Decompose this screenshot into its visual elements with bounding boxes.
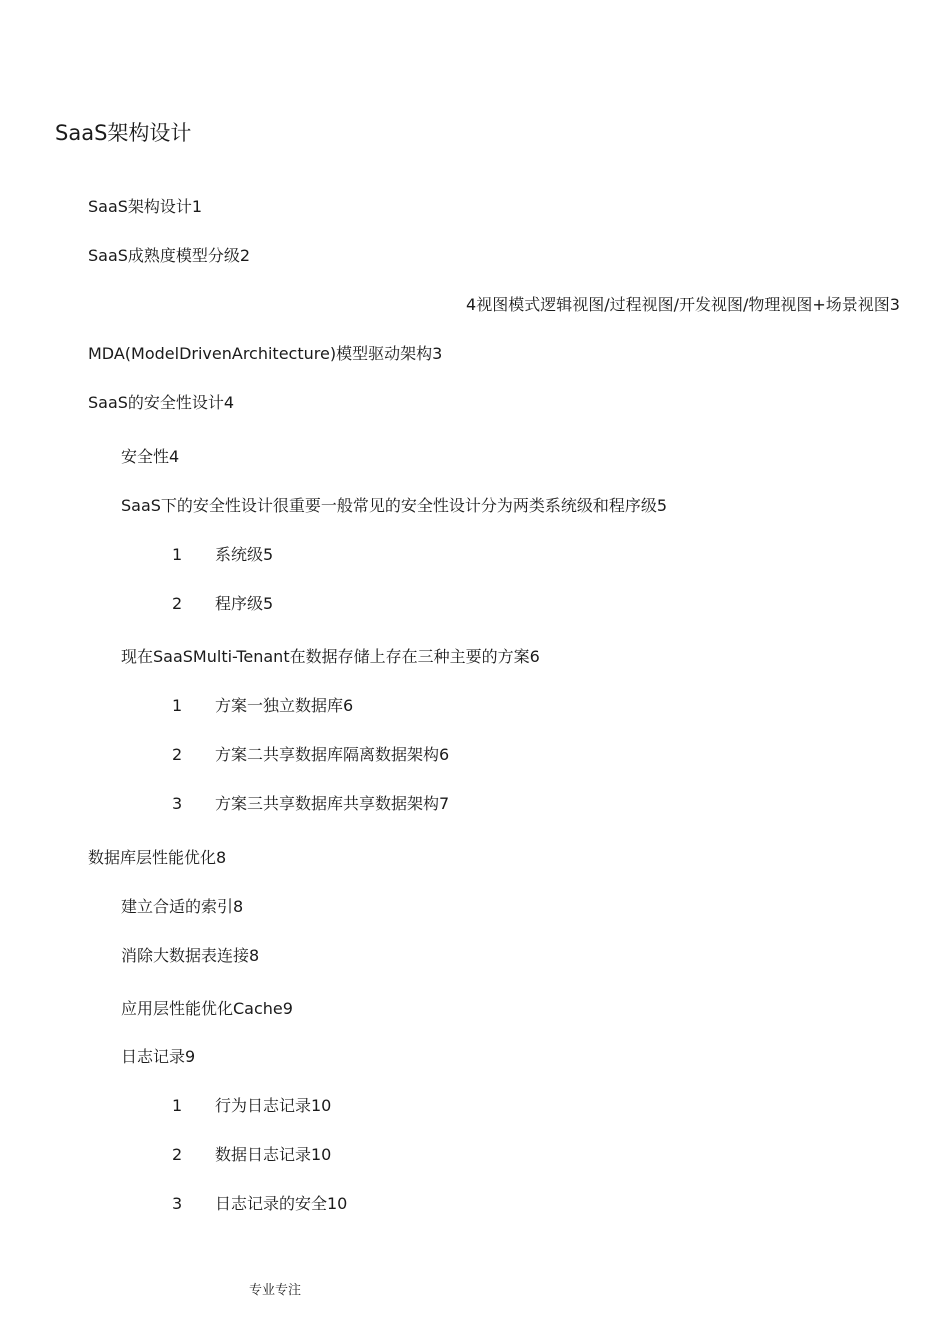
toc-item[interactable]: 日志记录的安全10 [215, 1194, 348, 1213]
toc-item[interactable]: 方案一独立数据库6 [215, 696, 354, 715]
toc-item-number: 2 [172, 1145, 183, 1164]
toc-item[interactable]: 现在SaaSMulti-Tenant在数据存储上存在三种主要的方案6 [121, 647, 540, 666]
toc-item-number: 2 [172, 745, 183, 764]
toc-item[interactable]: SaaS成熟度模型分级2 [88, 246, 251, 265]
toc-item[interactable]: 数据库层性能优化8 [88, 848, 227, 867]
toc-item-number: 3 [172, 794, 183, 813]
toc-item-number: 1 [172, 545, 183, 564]
toc-item[interactable]: 方案二共享数据库隔离数据架构6 [215, 745, 450, 764]
toc-item[interactable]: 应用层性能优化Cache9 [121, 999, 293, 1018]
toc-item[interactable]: MDA(ModelDrivenArchitecture)模型驱动架构3 [88, 344, 443, 363]
toc-item[interactable]: 系统级5 [215, 545, 274, 564]
toc-item[interactable]: 日志记录9 [121, 1047, 196, 1066]
page-title: SaaS架构设计 [55, 121, 192, 145]
toc-item[interactable]: SaaS的安全性设计4 [88, 393, 235, 412]
toc-item-number: 3 [172, 1194, 183, 1213]
toc-item[interactable]: 行为日志记录10 [215, 1096, 332, 1115]
toc-item[interactable]: 程序级5 [215, 594, 274, 613]
toc-item[interactable]: 方案三共享数据库共享数据架构7 [215, 794, 450, 813]
toc-item[interactable]: 消除大数据表连接8 [121, 946, 260, 965]
toc-item[interactable]: SaaS架构设计1 [88, 197, 203, 216]
toc-item-number: 1 [172, 1096, 183, 1115]
toc-item-number: 1 [172, 696, 183, 715]
toc-item[interactable]: SaaS下的安全性设计很重要一般常见的安全性设计分为两类系统级和程序级5 [121, 496, 668, 515]
toc-item[interactable]: 数据日志记录10 [215, 1145, 332, 1164]
page-footer: 专业专注 [249, 1283, 302, 1298]
toc-item[interactable]: 安全性4 [121, 447, 180, 466]
toc-item[interactable]: 4视图模式逻辑视图/过程视图/开发视图/物理视图+场景视图3 [466, 295, 900, 314]
toc-item-number: 2 [172, 594, 183, 613]
toc-item[interactable]: 建立合适的索引8 [121, 897, 244, 916]
